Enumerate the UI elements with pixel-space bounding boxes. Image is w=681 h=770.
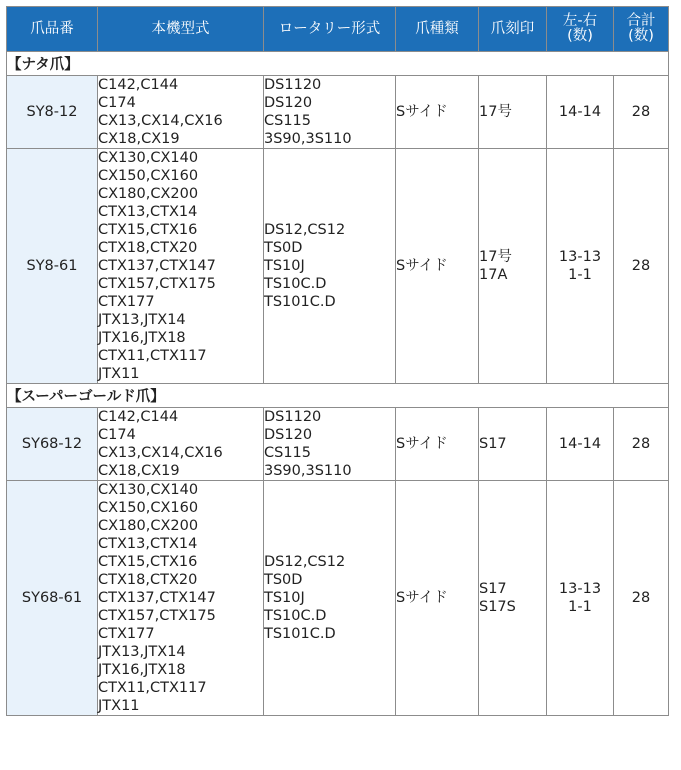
model-name: CTX177 — [98, 294, 155, 310]
model-list-cell — [98, 76, 264, 149]
rotary-name: TS10C.D — [264, 276, 327, 292]
header-claw-type: 爪種類 — [396, 7, 479, 52]
model-name: JTX16,JTX18 — [98, 662, 186, 678]
left-right-count-cell — [547, 481, 614, 716]
section-row — [7, 384, 669, 408]
rotary-list-cell — [264, 76, 396, 149]
model-name: CTX13,CTX14 — [98, 536, 198, 552]
table-row — [7, 481, 669, 716]
model-name: CTX137,CTX147 — [98, 590, 216, 606]
header-total-line1: 合計 — [626, 13, 656, 29]
model-name: CX180,CX200 — [98, 186, 199, 202]
model-list-cell — [98, 408, 264, 481]
stamp-cell — [479, 481, 547, 716]
stamp-mark: 17号 — [479, 104, 512, 120]
section-title: 【ナタ爪】 — [7, 52, 669, 76]
stamp-mark: S17 — [479, 581, 507, 597]
header-left-right — [547, 7, 614, 52]
left-right-count: 1-1 — [568, 599, 592, 615]
header-left-right-line2: (数) — [567, 28, 593, 44]
stamp-cell — [479, 408, 547, 481]
table-row — [7, 408, 669, 481]
model-name: JTX13,JTX14 — [98, 644, 186, 660]
stamp-cell — [479, 149, 547, 384]
model-name: JTX11 — [98, 366, 140, 382]
stamp-mark: S17S — [479, 599, 516, 615]
header-rotary: ロータリー形式 — [264, 7, 396, 52]
rotary-name: TS10J — [264, 258, 305, 274]
model-name: CX130,CX140 — [98, 482, 199, 498]
claw-type-cell: Sサイド — [396, 149, 479, 384]
model-name: JTX13,JTX14 — [98, 312, 186, 328]
model-name: C174 — [98, 427, 136, 443]
header-model: 本機型式 — [98, 7, 264, 52]
model-name: CTX11,CTX117 — [98, 348, 207, 364]
header-part-no: 爪品番 — [7, 7, 98, 52]
part-number-cell: SY8-61 — [7, 149, 98, 384]
model-name: CX150,CX160 — [98, 500, 199, 516]
stamp-mark: S17 — [479, 436, 507, 452]
rotary-name: TS101C.D — [264, 626, 336, 642]
left-right-count: 13-13 — [558, 581, 602, 597]
rotary-name: DS12,CS12 — [264, 222, 346, 238]
left-right-count: 14-14 — [558, 104, 602, 120]
model-name: CTX157,CTX175 — [98, 276, 216, 292]
model-name: CTX157,CTX175 — [98, 608, 216, 624]
table-body — [7, 52, 669, 716]
model-name: C142,C144 — [98, 409, 179, 425]
claw-type-cell: Sサイド — [396, 408, 479, 481]
header-stamp: 爪刻印 — [479, 7, 547, 52]
claw-type-cell: Sサイド — [396, 76, 479, 149]
left-right-count-cell — [547, 76, 614, 149]
left-right-count-cell — [547, 149, 614, 384]
rotary-name: DS1120 — [264, 409, 322, 425]
stamp-cell — [479, 76, 547, 149]
section-row — [7, 52, 669, 76]
model-name: CTX13,CTX14 — [98, 204, 198, 220]
model-name: C174 — [98, 95, 136, 111]
model-name: CTX15,CTX16 — [98, 222, 198, 238]
part-number-cell: SY68-12 — [7, 408, 98, 481]
rotary-name: TS0D — [264, 240, 303, 256]
total-count-cell: 28 — [614, 481, 669, 716]
header-total-line2: (数) — [628, 28, 654, 44]
section-title: 【スーパーゴールド爪】 — [7, 384, 669, 408]
model-name: CTX11,CTX117 — [98, 680, 207, 696]
rotary-list-cell — [264, 481, 396, 716]
model-name: CTX177 — [98, 626, 155, 642]
model-name: CX18,CX19 — [98, 131, 180, 147]
rotary-name: CS115 — [264, 445, 312, 461]
rotary-name: TS0D — [264, 572, 303, 588]
model-name: CTX15,CTX16 — [98, 554, 198, 570]
part-number-cell: SY68-61 — [7, 481, 98, 716]
model-list-cell — [98, 149, 264, 384]
left-right-count: 1-1 — [568, 267, 592, 283]
model-name: CTX137,CTX147 — [98, 258, 216, 274]
total-count-cell: 28 — [614, 408, 669, 481]
claw-type-cell: Sサイド — [396, 481, 479, 716]
header-left-right-line1: 左-右 — [562, 13, 598, 29]
left-right-count: 13-13 — [558, 249, 602, 265]
rotary-name: TS10J — [264, 590, 305, 606]
model-name: CX18,CX19 — [98, 463, 180, 479]
header-total — [614, 7, 669, 52]
rotary-name: DS1120 — [264, 77, 322, 93]
part-number-cell: SY8-12 — [7, 76, 98, 149]
rotary-name: TS10C.D — [264, 608, 327, 624]
rotary-name: 3S90,3S110 — [264, 463, 352, 479]
model-name: CX13,CX14,CX16 — [98, 445, 223, 461]
rotary-name: DS120 — [264, 95, 313, 111]
rotary-name: DS12,CS12 — [264, 554, 346, 570]
left-right-count: 14-14 — [558, 436, 602, 452]
model-name: JTX16,JTX18 — [98, 330, 186, 346]
claw-spec-table — [6, 6, 669, 716]
model-name: CX150,CX160 — [98, 168, 199, 184]
model-name: C142,C144 — [98, 77, 179, 93]
total-count-cell: 28 — [614, 149, 669, 384]
rotary-name: TS101C.D — [264, 294, 336, 310]
table-row — [7, 76, 669, 149]
table-row — [7, 149, 669, 384]
model-name: CX130,CX140 — [98, 150, 199, 166]
rotary-list-cell — [264, 408, 396, 481]
stamp-mark: 17A — [479, 267, 508, 283]
rotary-list-cell — [264, 149, 396, 384]
model-name: CX13,CX14,CX16 — [98, 113, 223, 129]
rotary-name: DS120 — [264, 427, 313, 443]
rotary-name: CS115 — [264, 113, 312, 129]
left-right-count-cell — [547, 408, 614, 481]
model-name: JTX11 — [98, 698, 140, 714]
table-header — [7, 7, 669, 52]
rotary-name: 3S90,3S110 — [264, 131, 352, 147]
model-list-cell — [98, 481, 264, 716]
model-name: CTX18,CTX20 — [98, 572, 198, 588]
model-name: CX180,CX200 — [98, 518, 199, 534]
stamp-mark: 17号 — [479, 249, 512, 265]
total-count-cell: 28 — [614, 76, 669, 149]
model-name: CTX18,CTX20 — [98, 240, 198, 256]
